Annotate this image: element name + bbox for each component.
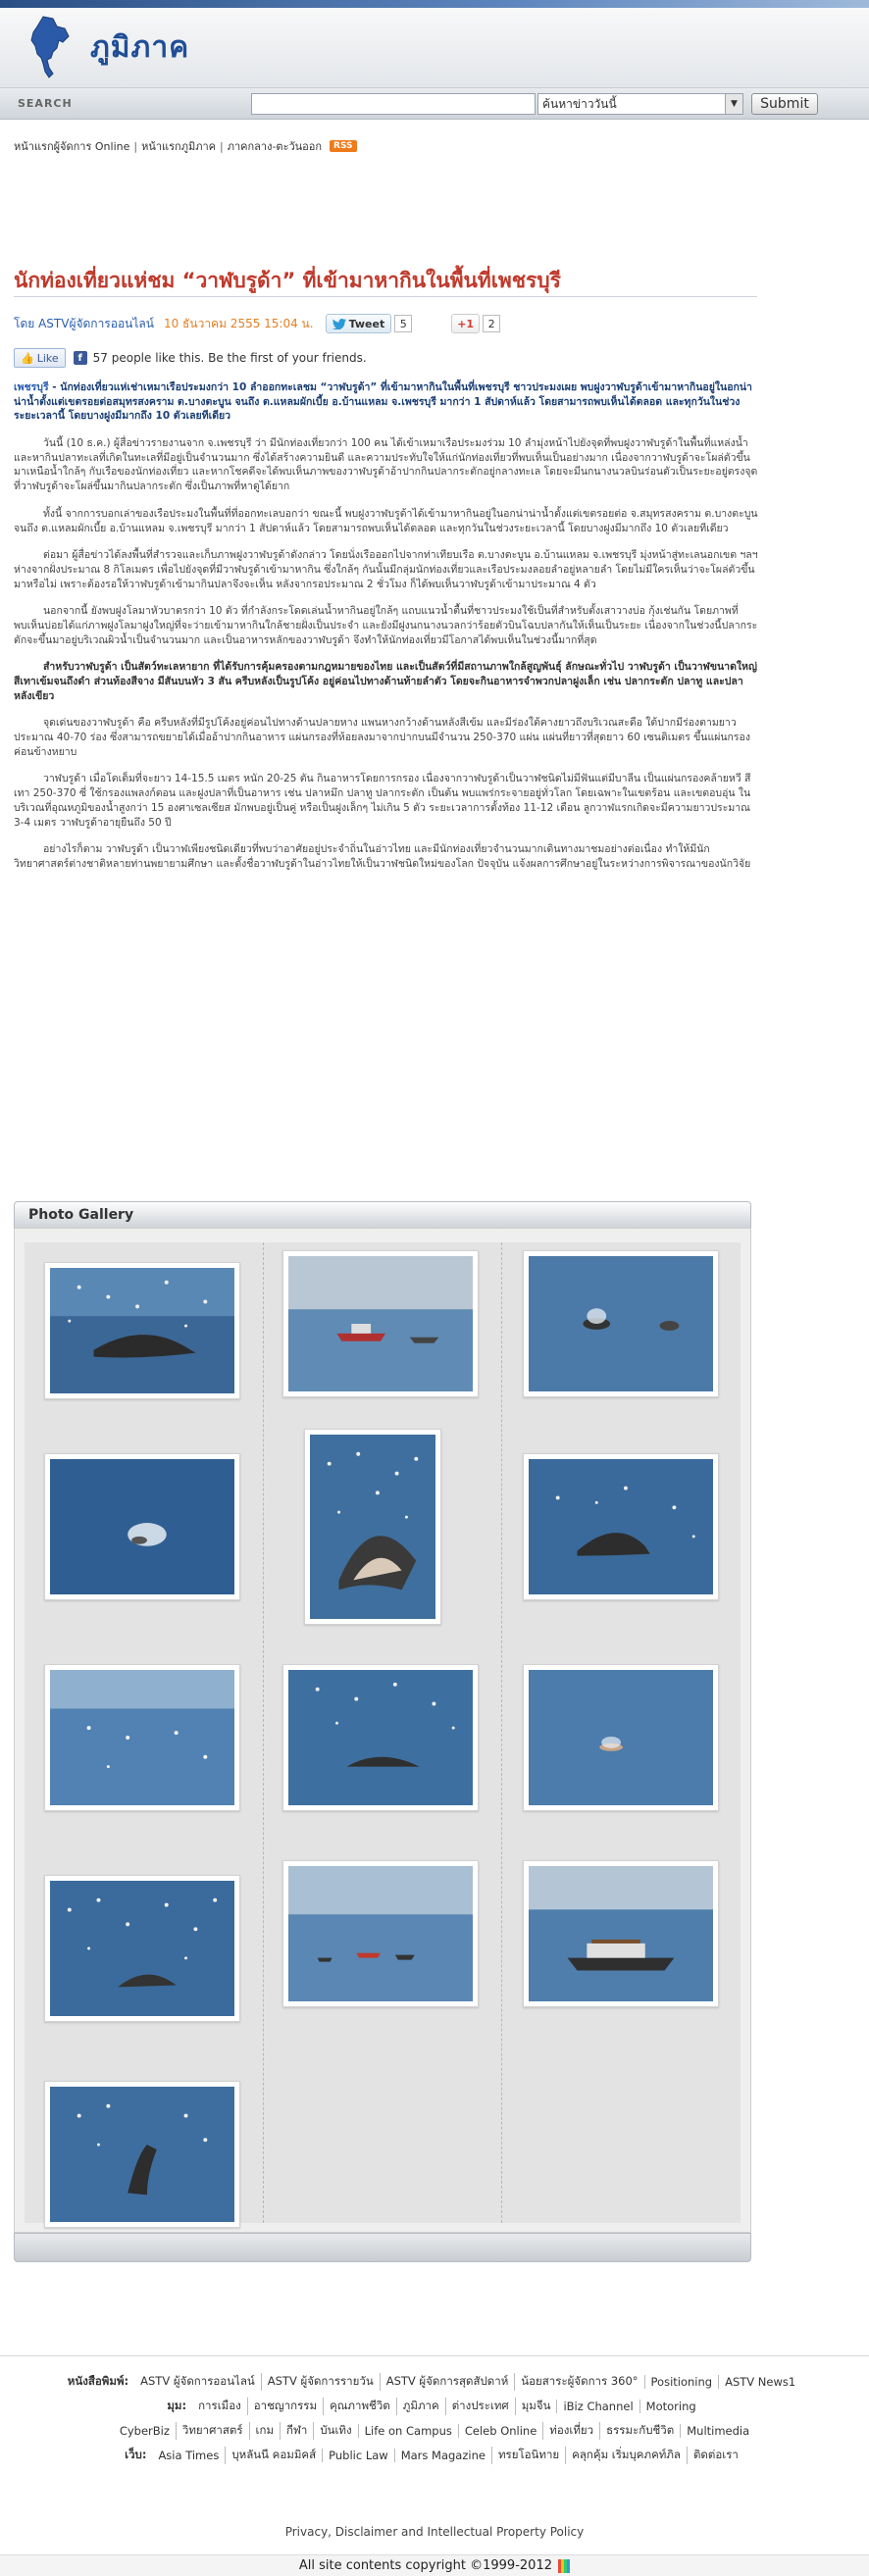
- footer-link[interactable]: Asia Times: [158, 2449, 220, 2462]
- rss-icon[interactable]: RSS: [330, 140, 357, 152]
- breadcrumb-separator: |: [133, 139, 138, 153]
- gallery-photo-whale-feeding-birds[interactable]: [523, 1453, 719, 1600]
- tweet-button[interactable]: [326, 314, 392, 333]
- site-logo[interactable]: [14, 12, 189, 82]
- footer-link[interactable]: ASTV ผู้จัดการรายวัน: [261, 2373, 380, 2391]
- article-lead: [14, 380, 759, 424]
- footer-web-row: [0, 2447, 869, 2464]
- footer-link[interactable]: ติดต่อเรา: [687, 2447, 744, 2464]
- top-accent-bar: [0, 0, 869, 8]
- chevron-down-icon[interactable]: ▼: [725, 94, 742, 114]
- photo-gallery-header: Photo Gallery: [14, 1201, 751, 1229]
- footer-sections-row: [0, 2398, 869, 2415]
- footer-link[interactable]: Celeb Online: [458, 2424, 542, 2438]
- footer-link[interactable]: iBiz Channel: [556, 2399, 639, 2413]
- copyright-text: All site contents copyright ©1999-2012: [298, 2558, 552, 2573]
- breadcrumb-home[interactable]: หน้าแรกผู้จัดการ Online: [14, 140, 130, 153]
- article-paragraph: วาฬบรูด้า เมื่อโตเต็มที่จะยาว 14-15.5 เมตร หนัก 20-25 ตัน กินอาหารโดยการกรอง เนื่องจากวาฬบรูด้าเป็นวาฬชนิดไม่มีฟันแต่มีบาลีน เป็นแผ่นกรองคล้ายหวี สีเทา 250-370 ซี่ ใช้กรองแพลงก์ตอน และฝูงปลาที่เป็นอาหาร เช่น ปลาหมึก ปลาทู ปลากระตัก เป็นต้น พบแพร่กระจายอยู่ทั่วโลก โดยเฉพาะในเขตร้อน และเขตอบอุ่น ในบริเวณที่อุณหภูมิของน้ำสูงกว่า 15 องศาเซลเซียส มักพบอยู่เป็นคู่ หรือเป็นฝูงเล็กๆ ไม่เกิน 5 ตัว ระยะเวลาการตั้งท้อง 11-12 เดือน ลูกวาฬแรกเกิดจะมีความยาวประมาณ 3-4 เมตร วาฬบรูด้าอายุยืนถึง 50 ปี: [14, 773, 751, 829]
- photo-whale-surfacing-flock: [288, 1670, 473, 1805]
- photo-whale-open-mouth-birds: [310, 1435, 435, 1619]
- article-author: โดย ASTVผู้จัดการออนไลน์: [14, 316, 154, 330]
- gallery-photo-fishing-boats[interactable]: [282, 1250, 479, 1397]
- stats-icon: [558, 2559, 570, 2573]
- footer-network-row: [0, 2373, 869, 2391]
- lead-location: เพชรบุรี: [14, 381, 49, 393]
- gallery-photo-whale-distant[interactable]: [523, 1664, 719, 1811]
- article-paragraph: วันนี้ (10 ธ.ค.) ผู้สื่อข่าวรายงานจาก จ.เพชรบุรี ว่า มีนักท่องเที่ยวกว่า 100 คน ได้เข้าเหมาเรือประมงร่วม 10 ลำมุ่งหน้าไปยังจุดที่พบฝูงวาฬบรูด้าในพื้นที่แหล่งน้ำ และหากินปลาทะเลที่เกิดในทะเลที่มีอยู่เป็นจำนวนมาก ซึ่งได้สร้างความยินดี และความประทับใจให้แก่นักท่องเที่ยวที่พบเห็นเป็นอย่างมาก เนื่องจากวาฬบรูด้าจะโผล่ตัวขึ้นมาเหนือน้ำใกล้ๆ กับเรือของนักท่องเที่ยว และหากโชคดีจะได้พบเห็นภาพของวาฬบรูด้าอ้าปากกินปลากระตักอยู่กลางทะเล โดยจะมีนกนางนวลบินร่อนตัวเป็นระยะอยู่ตรงจุดที่วาฬบรูด้าจะโผล่ขึ้นมากินปลากระตัก ซึ่งเป็นภาพที่หาดูได้ยาก: [14, 437, 758, 493]
- footer-link[interactable]: ASTV ผู้จัดการออนไลน์: [140, 2374, 255, 2388]
- article-paragraph: ทั้งนี้ จากการบอกเล่าของเรือประมงในพื้นที่ที่ออกทะเลบอกว่า ขณะนี้ พบฝูงวาฬบรูด้าได้เข้ามาหากินอยู่ในอกน่าน่าน้ำตั้งแต่เขตรอยต่อ จ.สมุทรสงคราม ต.บางตะบูน จนถึง ต.แหลมผักเบี้ย อ.บ้านแหลม จ.เพชรบุรี มากว่า 1 สัปดาห์แล้ว โดยสามารถพบเห็นได้ตลอด และทุกวันในช่วงระยะเวลานี้ โดยบางฝูงมีมากถึง 10 ตัวเลยทีเดียว: [14, 507, 758, 534]
- gallery-photo-whale-splash[interactable]: [44, 1453, 240, 1600]
- search-scope-select[interactable]: [537, 93, 743, 115]
- search-label: SEARCH: [18, 97, 73, 110]
- footer-topics-row: [0, 2422, 869, 2440]
- footer-link[interactable]: Positioning: [644, 2375, 719, 2389]
- privacy-policy-link[interactable]: Privacy, Disclaimer and Intellectual Property Policy: [284, 2525, 585, 2539]
- footer-link[interactable]: ASTV News1: [718, 2375, 801, 2389]
- column-divider: [263, 1242, 264, 2223]
- site-footer: [0, 2355, 869, 2576]
- breadcrumb-separator: |: [220, 139, 224, 153]
- gallery-photo-whale-birds-flock[interactable]: [44, 1875, 240, 2022]
- search-input[interactable]: [251, 93, 536, 115]
- gallery-photo-whale-back-splash[interactable]: [523, 1250, 719, 1397]
- thailand-map-icon: [14, 13, 82, 81]
- article-paragraph: จุดเด่นของวาฬบรูด้า คือ ครีบหลังที่มีรูปโค้งอยู่ค่อนไปทางด้านปลายหาง แพนหางกว้างด้านหลังสีเข้ม และมีร่องใต้คางยาวถึงบริเวณสะดือ ใต้ปากมีร่องตามยาวประมาณ 40-70 ร่อง ซึ่งสามารถขยายได้เมื่ออ้าปากกินอาหาร แผ่นกรองที่ห้อยลงมาจากปากบนมีจำนวน 250-370 แผ่น แผ่นที่ยาวที่สุดยาว 60 เซนติเมตร ขึ้นแผ่นกรองค่อนข้างหยาบ: [14, 717, 750, 758]
- photo-gallery-footer: [14, 2233, 751, 2262]
- footer-link[interactable]: ต่างประเทศ: [445, 2398, 515, 2415]
- footer-sections-label: มุม:: [167, 2399, 187, 2412]
- photo-whale-splash: [50, 1459, 234, 1594]
- photo-gallery-grid: [25, 1242, 741, 2223]
- footer-link[interactable]: Motoring: [639, 2399, 702, 2413]
- article-date: 10 ธันวาคม 2555 15:04 น.: [163, 316, 314, 330]
- breadcrumb: [14, 137, 357, 155]
- photo-whale-feeding-birds: [529, 1459, 713, 1594]
- brand-name: ภูมิภาค: [90, 29, 190, 65]
- photo-fishing-boats: [288, 1256, 473, 1391]
- footer-link[interactable]: Multimedia: [680, 2424, 755, 2438]
- gallery-photo-whale-tail-birds[interactable]: [44, 2081, 240, 2228]
- article-title: นักท่องเที่ยวแห่ชม “วาฬบรูด้า” ที่เข้ามาหากินในพื้นที่เพชรบุรี: [14, 269, 561, 292]
- footer-link[interactable]: บันเทิง: [313, 2422, 357, 2440]
- gallery-photo-whale-open-mouth-birds[interactable]: [304, 1429, 441, 1625]
- gallery-photo-whale-surfacing-birds[interactable]: [44, 1262, 240, 1399]
- copyright-bar: [0, 2554, 869, 2576]
- footer-link[interactable]: Life on Campus: [358, 2424, 458, 2438]
- footer-link[interactable]: คลุกคุ้ม เริ่มบุคภคท์ภิล: [565, 2447, 687, 2464]
- photo-whale-distant: [529, 1670, 713, 1805]
- footer-link[interactable]: อาชญากรรม: [247, 2398, 323, 2415]
- twitter-bird-icon: [332, 319, 346, 329]
- footer-link[interactable]: Public Law: [322, 2449, 394, 2462]
- footer-link[interactable]: มุมจีน: [515, 2398, 557, 2415]
- tweet-share: [326, 314, 413, 333]
- facebook-like-label: Like: [36, 351, 59, 365]
- article-paragraph: สำหรับวาฬบรูด้า เป็นสัตว์ทะเลหายาก ที่ได้รับการคุ้มครองตามกฎหมายของไทย และเป็นสัตว์ที่มีสถานภาพใกล้สูญพันธุ์ ลักษณะทั่วไป วาฬบรูด้า เป็นวาฬขนาดใหญ่ สีเทาเข้มจนถึงดำ ส่วนท้องสีจาง มีสันบนหัว 3 สัน ครีบหลังเป็นรูปโค้ง อยู่ค่อนไปทางด้านท้ายลำตัว โดยจะกินอาหารจำพวกปลาฝูงเล็ก เช่น ปลากระตัก ปลาทู และปลาหลังเขียว: [14, 661, 757, 702]
- photo-whale-surfacing-birds: [50, 1268, 234, 1393]
- photo-tourist-boats: [529, 1866, 713, 2001]
- gplus-share: [451, 314, 500, 333]
- footer-link[interactable]: ธรรมะกับชีวิต: [599, 2422, 680, 2440]
- gallery-photo-red-boats[interactable]: [282, 1860, 479, 2007]
- footer-network-label: หนังสือพิมพ์:: [67, 2374, 129, 2388]
- footer-link[interactable]: ASTV ผู้จัดการสุดสัปดาห์: [380, 2373, 515, 2391]
- title-divider: [14, 296, 757, 297]
- thumbs-up-icon: 👍: [21, 351, 34, 365]
- footer-link[interactable]: Mars Magazine: [394, 2449, 491, 2462]
- gallery-photo-whale-surfacing-flock[interactable]: [282, 1664, 479, 1811]
- footer-link[interactable]: ภูมิภาค: [396, 2398, 445, 2415]
- breadcrumb-region-home[interactable]: หน้าแรกภูมิภาค: [141, 140, 216, 153]
- article-body: [14, 380, 759, 884]
- photo-gallery: [14, 1228, 751, 2233]
- footer-links: [0, 2366, 869, 2464]
- photo-sea-birds: [50, 1670, 234, 1805]
- breadcrumb-central-east[interactable]: ภาคกลาง-ตะวันออก: [227, 140, 323, 153]
- facebook-like-text: 57 people like this. Be the first of your friends.: [92, 351, 367, 365]
- article-paragraph: ต่อมา ผู้สื่อข่าวได้ลงพื้นที่สำรวจและเก็บภาพฝูงวาฬบรูด้าดังกล่าว โดยนั่งเรือออกไปจากท่าเทียบเรือ ต.บางตะบูน อ.บ้านแหลม จ.เพชรบุรี มุ่งหน้าสู่ทะเลนอกเขต ฯลฯ ห่างจากฝั่งประมาณ 8 กิโลเมตร เพื่อไปยังจุดที่มีวาฬบรูด้าเข้ามาหากิน ซึ่งใกล้ๆ กันนั้นมีกลุ่มนักท่องเที่ยวและเรือประมงลอยลำอยู่หลายลำ โดยไม่มีใครเห็นว่าจะโผล่ตัวขึ้นมาหรือไม่ เพราะต้องรอให้วาฬบรูด้าเข้ามากินปลาจึงจะเห็น หลังจากรอประมาณ 2 ชั่วโมง ก็ได้พบเห็นวาฬบรูด้าเข้ามาประมาณ 4 ตัว: [14, 549, 758, 590]
- article-paragraph: อย่างไรก็ตาม วาฬบรูด้า เป็นวาฬเพียงชนิดเดียวที่พบว่าอาศัยอยู่ประจำถิ่นในอ่าวไทย และมีนักท่องเที่ยวจำนวนมากเดินทางมาชมอย่างต่อเนื่อง ทำให้มีนักวิทยาศาสตร์ต่างชาติหลายท่านพยายามศึกษา และตั้งชื่อวาฬบรูด้าในอ่าวไทยให้เป็นวาฬชนิดใหม่ของโลก ปัจจุบัน แจ้งผลการศึกษาอยู่ในระหว่างการพิจารณาของนักวิจัย: [14, 843, 751, 870]
- footer-web-label: เว็บ:: [125, 2448, 147, 2461]
- footer-link[interactable]: คุณภาพชีวิต: [323, 2398, 396, 2415]
- footer-link[interactable]: เกม: [249, 2422, 280, 2440]
- photo-whale-tail-birds: [50, 2087, 234, 2222]
- photo-red-boats: [288, 1866, 473, 2001]
- footer-link[interactable]: CyberBiz: [119, 2424, 170, 2438]
- lead-text: - นักท่องเที่ยวแห่เช่าเหมาเรือประมงกว่า 10 ลำออกทะเลชม “วาฬบรูด้า” ที่เข้ามาหากินในพื้นที่เพชรบุรี ชาวประมงเผย พบฝูงวาฬบรูด้าเข้ามาหากินอยู่ในอกน่าน่าน้ำตั้งแต่เขตรอยต่อสมุทรสงคราม ต.บางตะบูน จนถึง ต.แหลมผักเบี้ย อ.บ้านแหลม จ.เพชรบุรี มากว่า 1 สัปดาห์แล้ว โดยสามารถพบเห็นได้ตลอด และทุกวันในช่วงระยะเวลานี้ โดยบางฝูงมีมากถึง 10 ตัวเลยทีเดียว: [14, 381, 752, 423]
- footer-link[interactable]: บุหลันนี คอมมิคส์: [225, 2447, 322, 2464]
- search-scope-value: ค้นหาข่าววันนี้: [542, 96, 617, 111]
- footer-link[interactable]: การเมือง: [198, 2399, 241, 2412]
- footer-link[interactable]: ทรยโอนิทาย: [491, 2447, 565, 2464]
- facebook-icon: f: [74, 351, 87, 365]
- article-paragraph: นอกจากนี้ ยังพบฝูงโลมาหัวบาตรกว่า 10 ตัว ที่กำลังกระโดดเล่นน้ำหากินอยู่ใกล้ๆ แถบแนวน้ำตื้นที่ชาวประมงใช้เป็นที่สำหรับตั้งเสาวางบ่อ กุ้งเช่นกัน โดยภาพที่พบเห็นบ่อยได้แก่ภาพฝูงโลมาฝูงใหญ่ที่จะว่ายเข้ามาหากินใกล้ชายฝั่งเป็นประจำ และยังมีฝูงนกนางนวลกว่าร้อยตัวบินโฉบปลากันให้เห็นเป็นระยะ เนื่องจากในช่วงนี้ปลากระตักจะขึ้นมาอยู่บริเวณผิวน้ำเป็นจำนวนมาก และเป็นอาหารหลักของวาฬบรูด้า จึงทำให้นักท่องเที่ยวมีโอกาสได้พบเห็นในช่วงนี้มากที่สุด: [14, 605, 758, 646]
- footer-link[interactable]: น้อยสาระผู้จัดการ 360°: [514, 2373, 643, 2391]
- gallery-photo-tourist-boats[interactable]: [523, 1860, 719, 2007]
- column-divider: [501, 1242, 502, 2223]
- footer-link[interactable]: ท่องเที่ยว: [542, 2422, 599, 2440]
- photo-whale-back-splash: [529, 1256, 713, 1391]
- tweet-label: Tweet: [348, 317, 385, 330]
- tweet-count: 5: [394, 315, 412, 332]
- photo-whale-birds-flock: [50, 1881, 234, 2016]
- footer-link[interactable]: วิทยาศาสตร์: [176, 2422, 249, 2440]
- footer-link[interactable]: กีฬา: [280, 2422, 313, 2440]
- facebook-like-button[interactable]: [14, 348, 66, 368]
- search-submit-button[interactable]: Submit: [751, 93, 818, 115]
- site-header: [0, 0, 869, 88]
- search-bar: [0, 88, 869, 120]
- article-byline: [14, 314, 500, 333]
- gplus-count: 2: [483, 315, 500, 332]
- gplus-button[interactable]: +1: [451, 314, 480, 333]
- facebook-like-widget: [14, 348, 367, 368]
- gallery-photo-sea-birds[interactable]: [44, 1664, 240, 1811]
